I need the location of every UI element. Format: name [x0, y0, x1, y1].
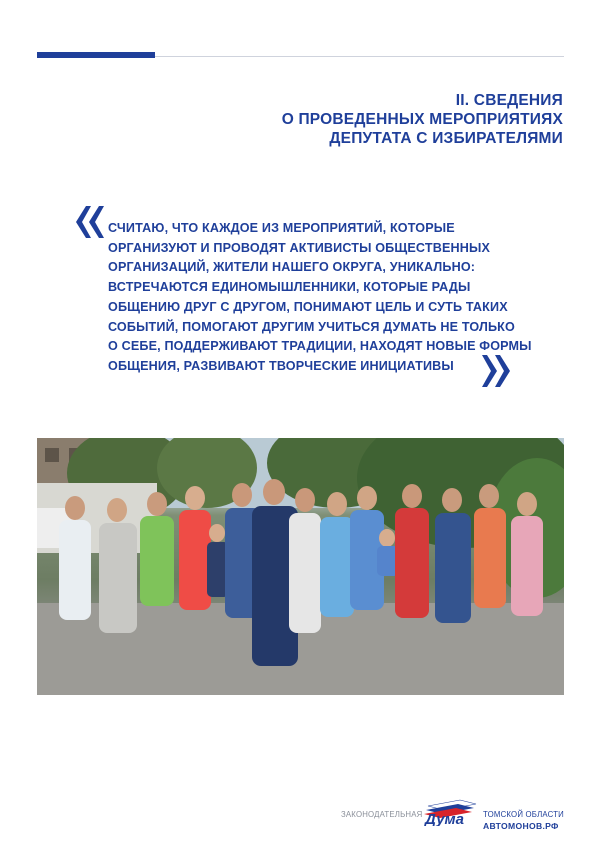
footer-org-prefix: ЗАКОНОДАТЕЛЬНАЯ [341, 810, 423, 819]
section-title-line: II. СВЕДЕНИЯ [455, 92, 563, 109]
quote-line: ОБЩЕНИЯ, РАЗВИВАЮТ ТВОРЧЕСКИЕ ИНИЦИАТИВЫ [108, 358, 454, 373]
section-title-line: ДЕПУТАТА С ИЗБИРАТЕЛЯМИ [329, 130, 563, 147]
quote-line: СОБЫТИЙ, ПОМОГАЮТ ДРУГИМ УЧИТЬСЯ ДУМАТЬ НЕ ТОЛЬКО [108, 319, 515, 334]
quote-line: ОРГАНИЗАЦИЙ, ЖИТЕЛИ НАШЕГО ОКРУГА, УНИКАЛЬНО: [108, 260, 476, 275]
quote-line: О СЕБЕ, ПОДДЕРЖИВАЮТ ТРАДИЦИИ, НАХОДЯТ НОВЫЕ ФОРМЫ [108, 339, 532, 354]
right-double-chevron-icon [478, 352, 514, 390]
footer-org-suffix: ТОМСКОЙ ОБЛАСТИ [483, 810, 564, 819]
section-title [143, 91, 563, 148]
footer-site[interactable]: АВТОМОНОВ.РФ [483, 821, 559, 831]
quote-line: ОРГАНИЗУЮТ И ПРОВОДЯТ АКТИВИСТЫ ОБЩЕСТВЕННЫХ [108, 240, 491, 255]
duma-logo [420, 798, 482, 826]
top-accent-bar [37, 52, 155, 58]
duma-logo-word: Дума [425, 811, 464, 826]
quote-line: ВСТРЕЧАЮТСЯ ЕДИНОМЫШЛЕННИКИ, КОТОРЫЕ РАДЫ [108, 280, 471, 295]
section-title-line: О ПРОВЕДЕННЫХ МЕРОПРИЯТИЯХ [281, 111, 563, 128]
quote-line: СЧИТАЮ, ЧТО КАЖДОЕ ИЗ МЕРОПРИЯТИЙ, КОТОРЫЕ [108, 221, 455, 235]
left-double-chevron-icon [72, 203, 108, 241]
quote-line: ОБЩЕНИЮ ДРУГ С ДРУГОМ, ПОНИМАЮТ ЦЕЛЬ И СУТЬ ТАКИХ [108, 299, 508, 314]
group-photo [37, 438, 564, 695]
